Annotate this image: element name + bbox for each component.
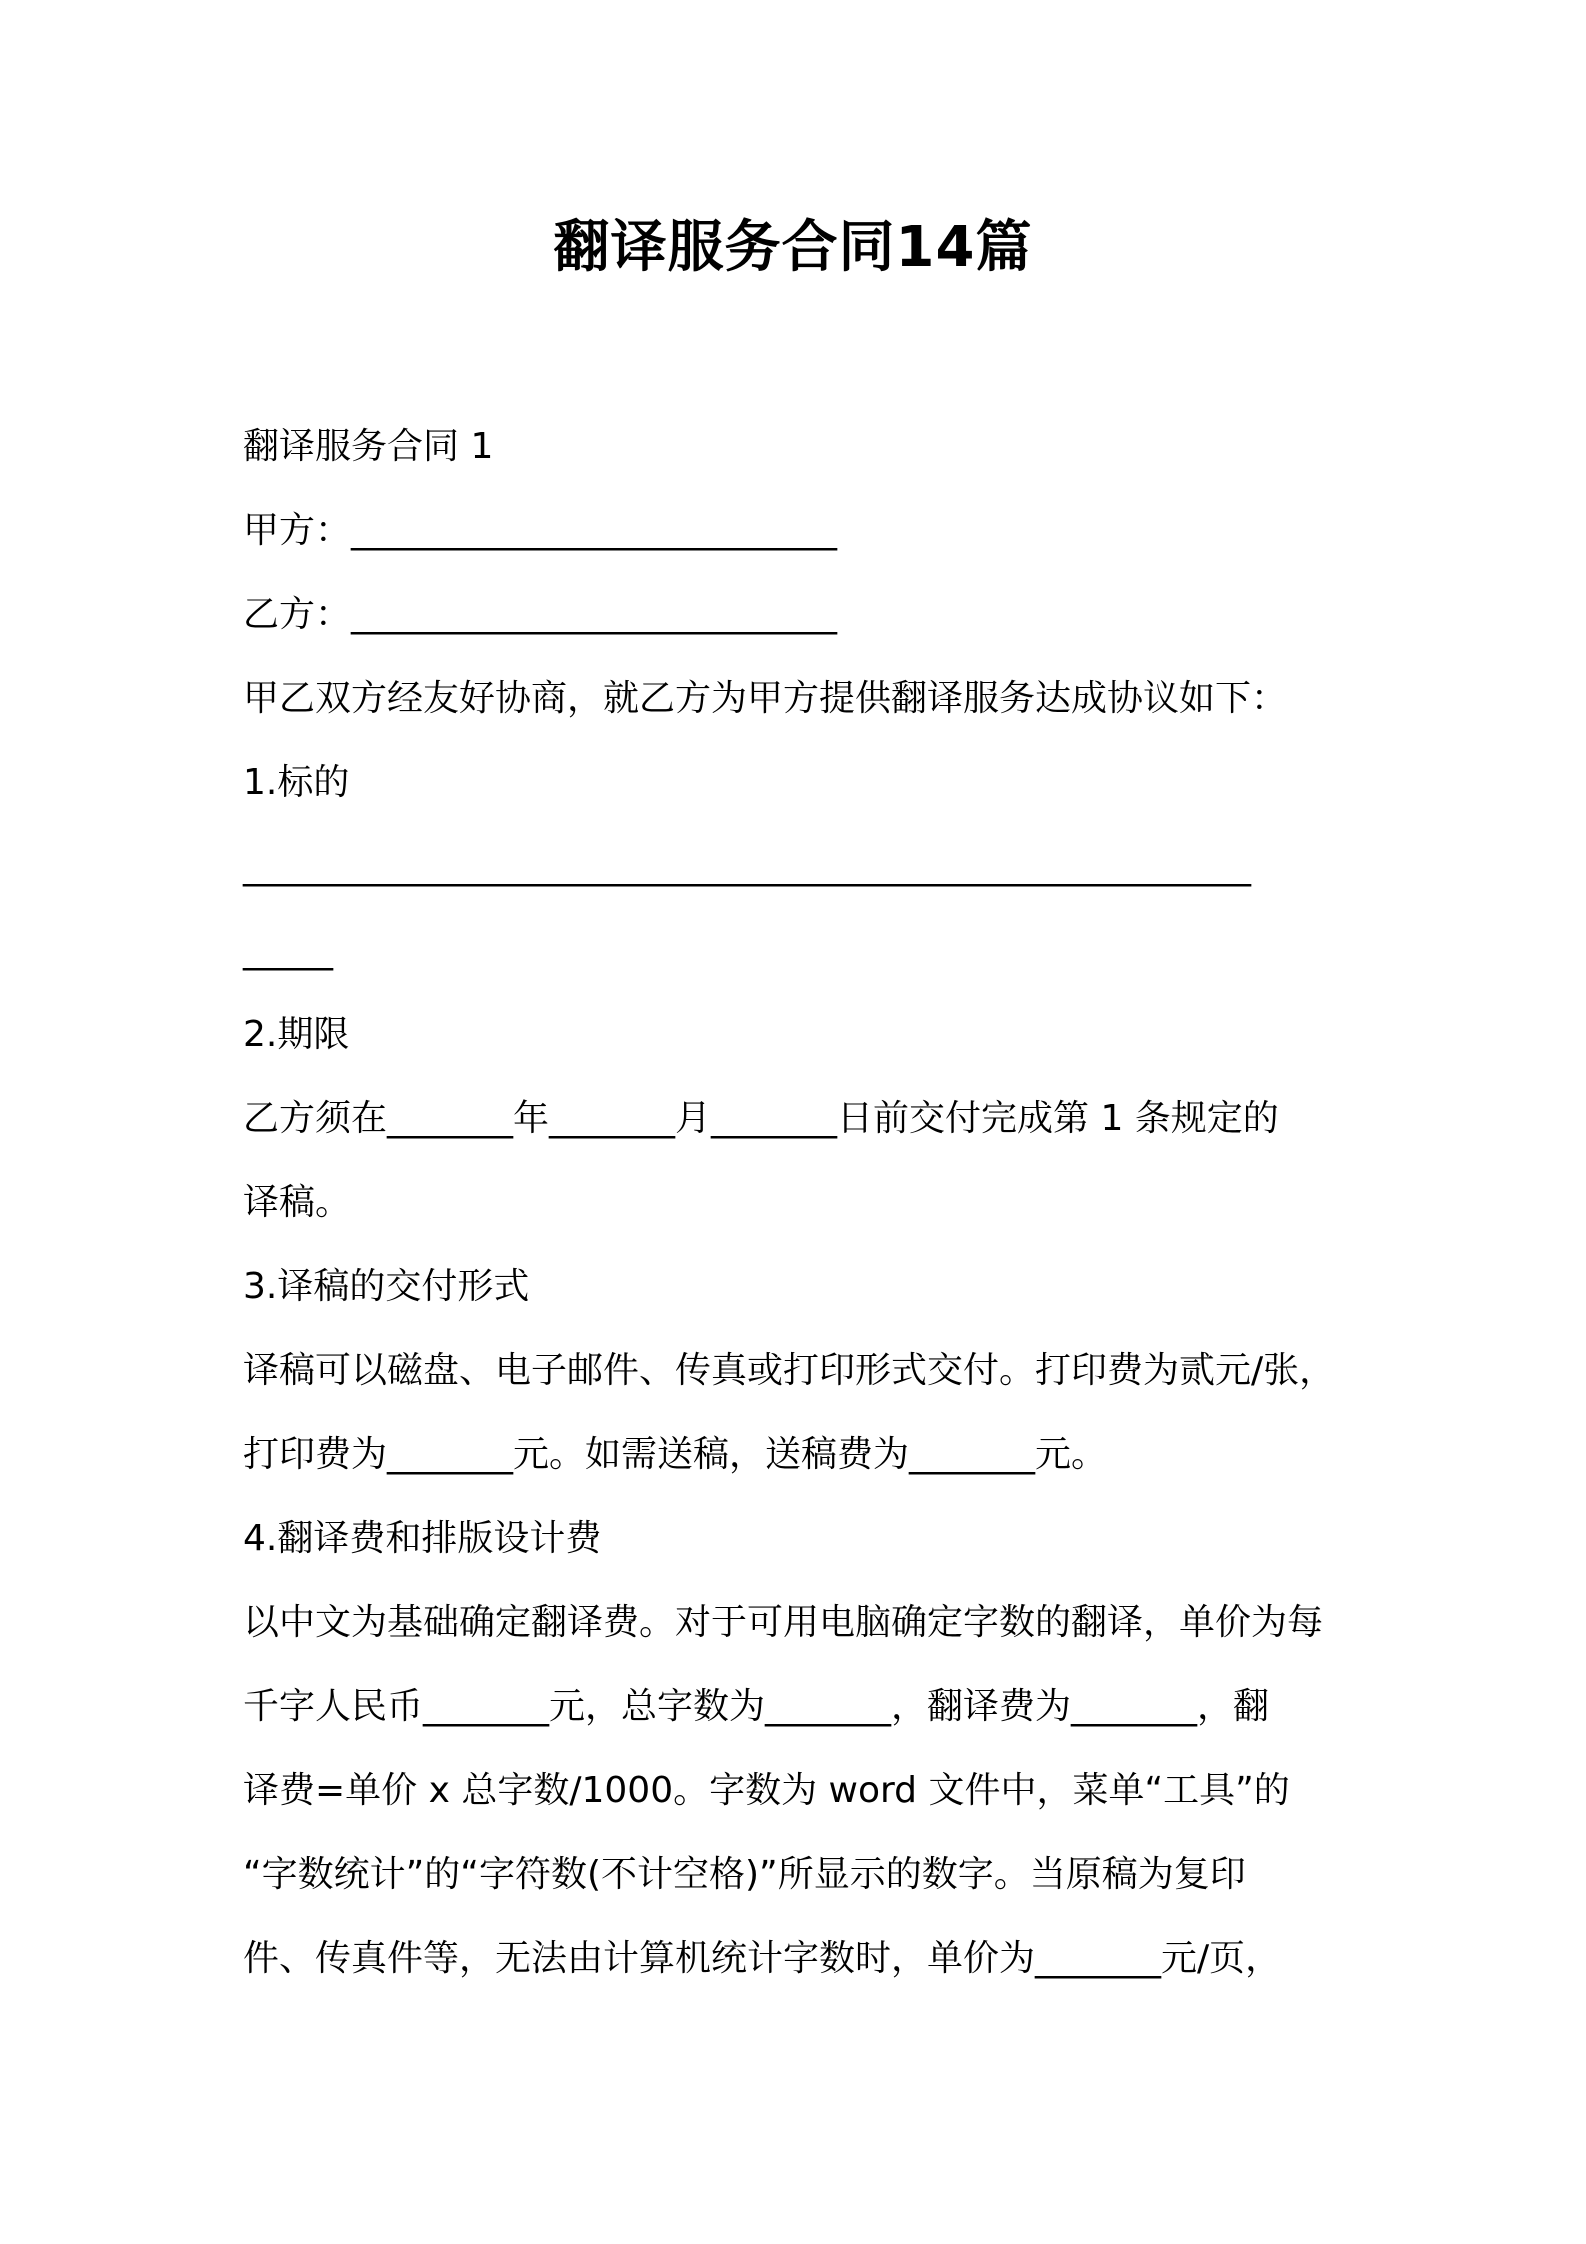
document-title: 翻译服务合同14篇	[553, 215, 1033, 280]
fees-paragraph-line: “字数统计”的“字符数(不计空格)”所显示的数字。当原稿为复印	[243, 1854, 1246, 1895]
delivery-paragraph-line: 译稿可以磁盘、电子邮件、传真或打印形式交付。打印费为贰元/张，	[243, 1350, 1336, 1391]
contract-heading: 翻译服务合同 1	[243, 426, 494, 467]
term-paragraph-line: 译稿。	[243, 1182, 352, 1223]
subject-blank-line-continued: _____	[243, 930, 333, 971]
fees-paragraph-line: 译费=单价 x 总字数/1000。字数为 word 文件中，菜单“工具”的	[243, 1770, 1290, 1811]
party-a-line: 甲方：___________________________	[243, 510, 838, 551]
fees-paragraph-line: 以中文为基础确定翻译费。对于可用电脑确定字数的翻译，单价为每	[243, 1602, 1324, 1643]
document-body	[243, 405, 1363, 2001]
section-heading-subject: 1.标的	[243, 762, 350, 803]
intro-paragraph: 甲乙双方经友好协商，就乙方为甲方提供翻译服务达成协议如下：	[243, 678, 1288, 719]
section-heading-delivery: 3.译稿的交付形式	[243, 1266, 530, 1307]
term-paragraph-line: 乙方须在_______年_______月_______日前交付完成第 1 条规定的	[243, 1098, 1279, 1139]
section-heading-term: 2.期限	[243, 1014, 350, 1055]
party-b-line: 乙方：___________________________	[243, 594, 838, 635]
fees-paragraph-line: 件、传真件等，无法由计算机统计字数时，单价为_______元/页，	[243, 1938, 1282, 1979]
delivery-paragraph-line: 打印费为_______元。如需送稿，送稿费为_______元。	[243, 1434, 1108, 1475]
fees-paragraph-line: 千字人民币_______元，总字数为_______，翻译费为_______，翻	[243, 1686, 1270, 1727]
subject-blank-line: ________________________________________________________	[243, 846, 1251, 887]
section-heading-fees: 4.翻译费和排版设计费	[243, 1518, 602, 1559]
